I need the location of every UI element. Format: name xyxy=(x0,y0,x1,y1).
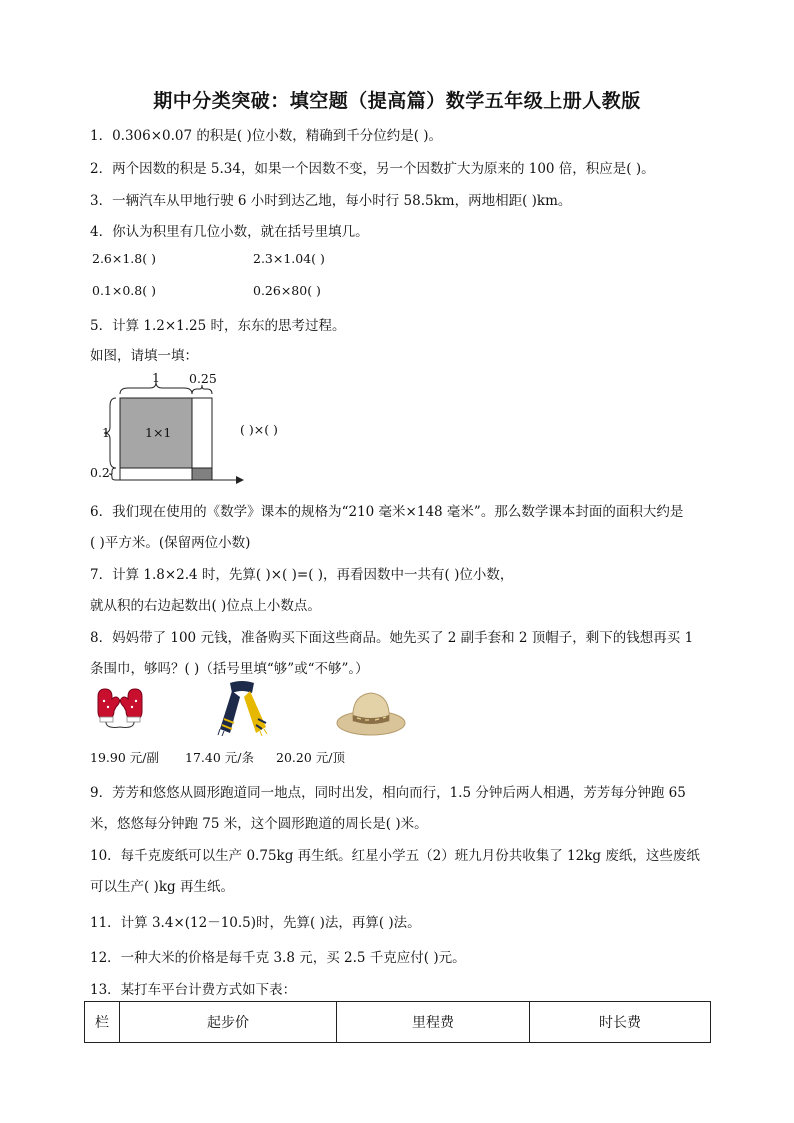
question-6-line-1: 6．我们现在使用的《数学》课本的规格为“210 毫米×148 毫米”。那么数学课本封面的面积大约是 xyxy=(90,504,684,520)
label-top-025: 0.25 xyxy=(189,371,217,386)
label-inner: 1×1 xyxy=(145,425,172,440)
question-8-line-1: 8．妈妈带了 100 元钱，准备购买下面这些商品。她先买了 2 副手套和 2 顶帽子，剩下的钱想再买 1 xyxy=(90,630,694,646)
question-10-line-1: 10．每千克废纸可以生产 0.75kg 再生纸。红星小学五（2）班九月份共收集了 12kg 废纸，这些废纸 xyxy=(90,848,700,864)
fare-table xyxy=(84,1001,711,1043)
question-11: 11．计算 3.4×(12－10.5)时，先算( )法，再算( )法。 xyxy=(90,915,421,931)
question-7-line-2: 就从积的右边起数出( )位点上小数点。 xyxy=(90,598,321,614)
q5-blank: ( )×( ) xyxy=(240,422,278,437)
price-scarf: 17.40 元/条 xyxy=(185,750,254,765)
label-top-1: 1 xyxy=(152,370,160,385)
question-9-line-2: 米，悠悠每分钟跑 75 米，这个圆形跑道的周长是( )米。 xyxy=(90,816,428,832)
hat-icon xyxy=(335,685,407,737)
page-title: 期中分类突破：填空题（提高篇）数学五年级上册人教版 xyxy=(153,90,641,112)
label-left-1: 1 xyxy=(102,425,110,440)
question-13: 13．某打车平台计费方式如下表： xyxy=(90,982,297,998)
table-header-cell: 时长费 xyxy=(530,1002,711,1043)
question-4: 4．你认为积里有几位小数，就在括号里填几。 xyxy=(90,224,369,240)
question-6-line-2: ( )平方米。(保留两位小数) xyxy=(90,535,251,551)
table-header-row xyxy=(85,1002,711,1043)
left-brace-02 xyxy=(109,468,116,480)
q4-item-1: 2.6×1.8( ) xyxy=(92,251,156,266)
table-header-cell: 起步价 xyxy=(120,1002,337,1043)
question-8-line-2: 条围巾，够吗？( )（括号里填“够”或“不够”。） xyxy=(90,661,369,677)
label-left-02: 0.2 xyxy=(90,465,110,480)
arrow-head xyxy=(236,476,244,484)
bottom-strip xyxy=(120,468,192,480)
right-strip xyxy=(192,398,212,468)
area-model-figure xyxy=(88,366,258,484)
question-2: 2．两个因数的积是 5.34，如果一个因数不变，另一个因数扩大为原来的 100 倍，积应是( )。 xyxy=(90,161,655,177)
corner-piece xyxy=(192,468,212,480)
mittens-icon xyxy=(92,681,150,729)
table-header-cell: 栏 xyxy=(85,1002,120,1043)
q4-item-3: 0.1×0.8( ) xyxy=(92,283,156,298)
question-5-sub: 如图，请填一填： xyxy=(90,348,198,364)
question-5: 5．计算 1.2×1.25 时，东东的思考过程。 xyxy=(90,318,346,334)
scarf-icon xyxy=(212,679,274,737)
price-mittens: 19.90 元/副 xyxy=(90,750,159,765)
question-1: 1．0.306×0.07 的积是( )位小数，精确到千分位约是( )。 xyxy=(90,128,443,144)
question-10-line-2: 可以生产( )kg 再生纸。 xyxy=(90,879,234,895)
q4-item-2: 2.3×1.04( ) xyxy=(253,251,325,266)
question-3: 3．一辆汽车从甲地行驶 6 小时到达乙地，每小时行 58.5km，两地相距( )km。 xyxy=(90,193,572,209)
table-header-cell: 里程费 xyxy=(337,1002,530,1043)
top-brace-025 xyxy=(192,385,212,394)
price-hat: 20.20 元/顶 xyxy=(276,750,345,765)
q4-item-4: 0.26×80( ) xyxy=(253,283,321,298)
question-7-line-1: 7．计算 1.8×2.4 时，先算( )×( )=( )，再看因数中一共有( )位小数， xyxy=(90,567,514,583)
question-9-line-1: 9．芳芳和悠悠从圆形跑道同一地点，同时出发，相向而行，1.5 分钟后两人相遇，芳芳每分钟跑 65 xyxy=(90,785,686,801)
question-12: 12．一种大米的价格是每千克 3.8 元，买 2.5 千克应付( )元。 xyxy=(90,950,466,966)
